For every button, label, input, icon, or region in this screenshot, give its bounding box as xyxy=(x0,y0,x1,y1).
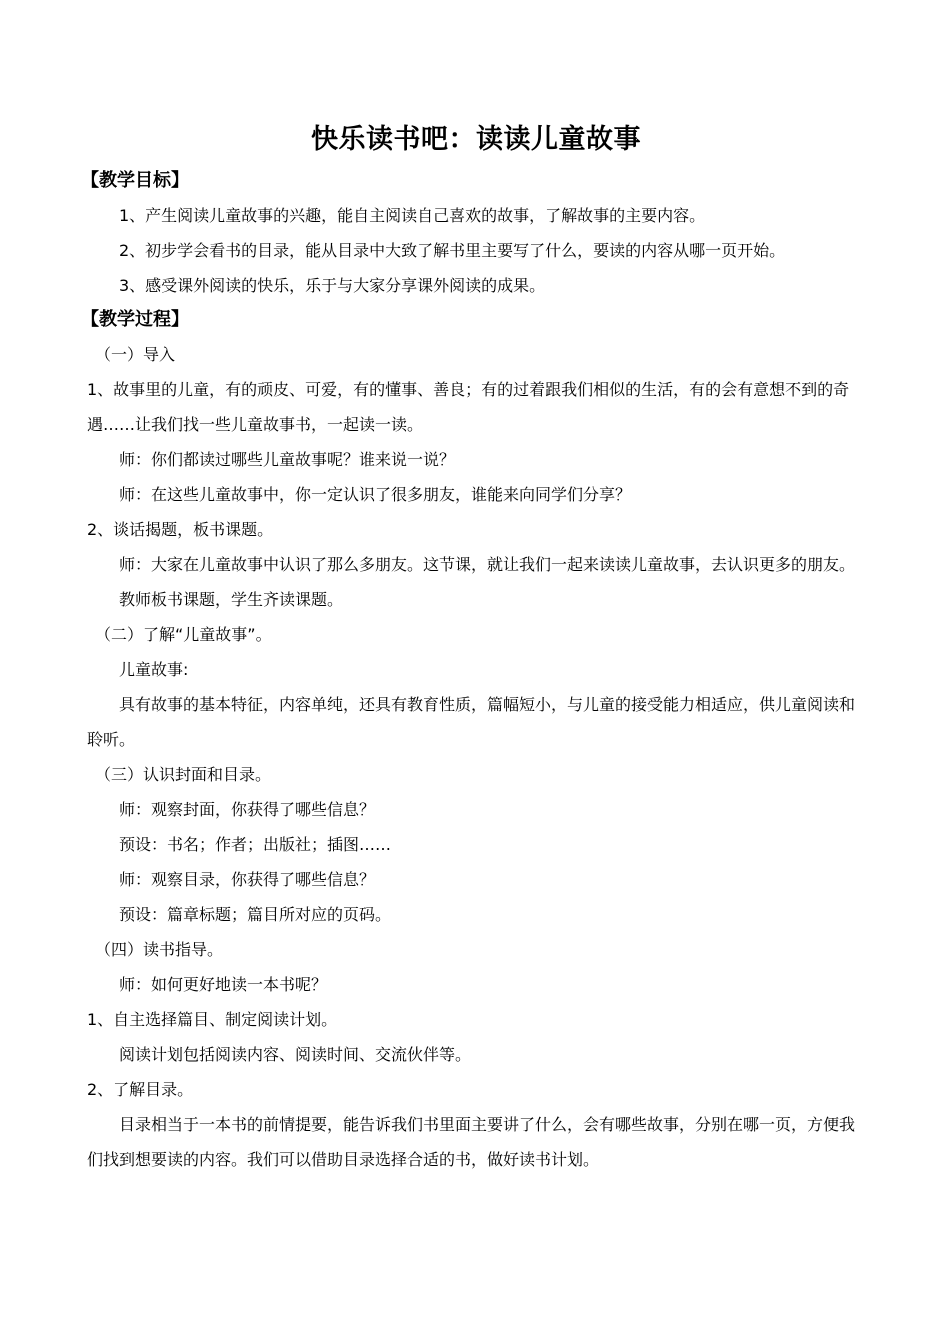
process-line: 师：观察目录，你获得了哪些信息？ xyxy=(119,870,376,889)
process-paragraph: 目录相当于一本书的前情提要，能告诉我们书里面主要讲了什么，会有哪些故事，分别在哪一页，方便我们找到想要读的内容。我们可以借助目录选择合适的书，做好读书计划。 xyxy=(87,1115,856,1169)
process-line: 阅读计划包括阅读内容、阅读时间、交流伙伴等。 xyxy=(119,1045,472,1064)
process-line: 儿童故事: xyxy=(119,660,189,679)
process-paragraph: 1、故事里的儿童，有的顽皮、可爱，有的懂事、善良；有的过着跟我们相似的生活，有的会有意想不到的奇遇……让我们找一些儿童故事书，一起读一读。 xyxy=(87,380,850,434)
objective-line: 2、初步学会看书的目录，能从目录中大致了解书里主要写了什么，要读的内容从哪一页开始。 xyxy=(119,241,786,260)
process-subheading: （四）读书指导。 xyxy=(95,940,224,959)
section-heading-process: 【教学过程】 xyxy=(81,309,189,330)
process-paragraph: 师：大家在儿童故事中认识了那么多朋友。这节课，就让我们一起来读读儿童故事，去认识更多的朋友。 xyxy=(119,555,856,574)
process-subheading: （一）导入 xyxy=(95,345,176,364)
process-line: 预设：篇章标题；篇目所对应的页码。 xyxy=(119,905,392,924)
process-line: 师：你们都读过哪些儿童故事呢？谁来说一说？ xyxy=(119,450,456,469)
process-line: 师：如何更好地读一本书呢？ xyxy=(119,975,328,994)
process-subheading: （三）认识封面和目录。 xyxy=(95,765,272,784)
objective-line: 3、感受课外阅读的快乐，乐于与大家分享课外阅读的成果。 xyxy=(119,276,546,295)
process-paragraph: 2、了解目录。 xyxy=(87,1080,194,1099)
process-line: 预设：书名；作者；出版社；插图…… xyxy=(119,835,392,854)
process-subheading: （二）了解“儿童故事”。 xyxy=(95,625,272,644)
document-title: 快乐读书吧：读读儿童故事 xyxy=(311,124,641,155)
section-heading-objectives: 【教学目标】 xyxy=(81,170,189,191)
document-page xyxy=(81,118,865,1177)
process-line: 师：在这些儿童故事中，你一定认识了很多朋友，谁能来向同学们分享？ xyxy=(119,485,632,504)
process-line: 师：观察封面，你获得了哪些信息？ xyxy=(119,800,376,819)
objective-line: 1、产生阅读儿童故事的兴趣，能自主阅读自己喜欢的故事，了解故事的主要内容。 xyxy=(119,206,706,225)
process-line: 教师板书课题，学生齐读课题。 xyxy=(119,590,344,609)
process-paragraph: 1、自主选择篇目、制定阅读计划。 xyxy=(87,1010,338,1029)
process-paragraph: 具有故事的基本特征，内容单纯，还具有教育性质，篇幅短小，与儿童的接受能力相适应，供儿童阅读和聆听。 xyxy=(87,695,856,749)
process-paragraph: 2、谈话揭题，板书课题。 xyxy=(87,520,274,539)
